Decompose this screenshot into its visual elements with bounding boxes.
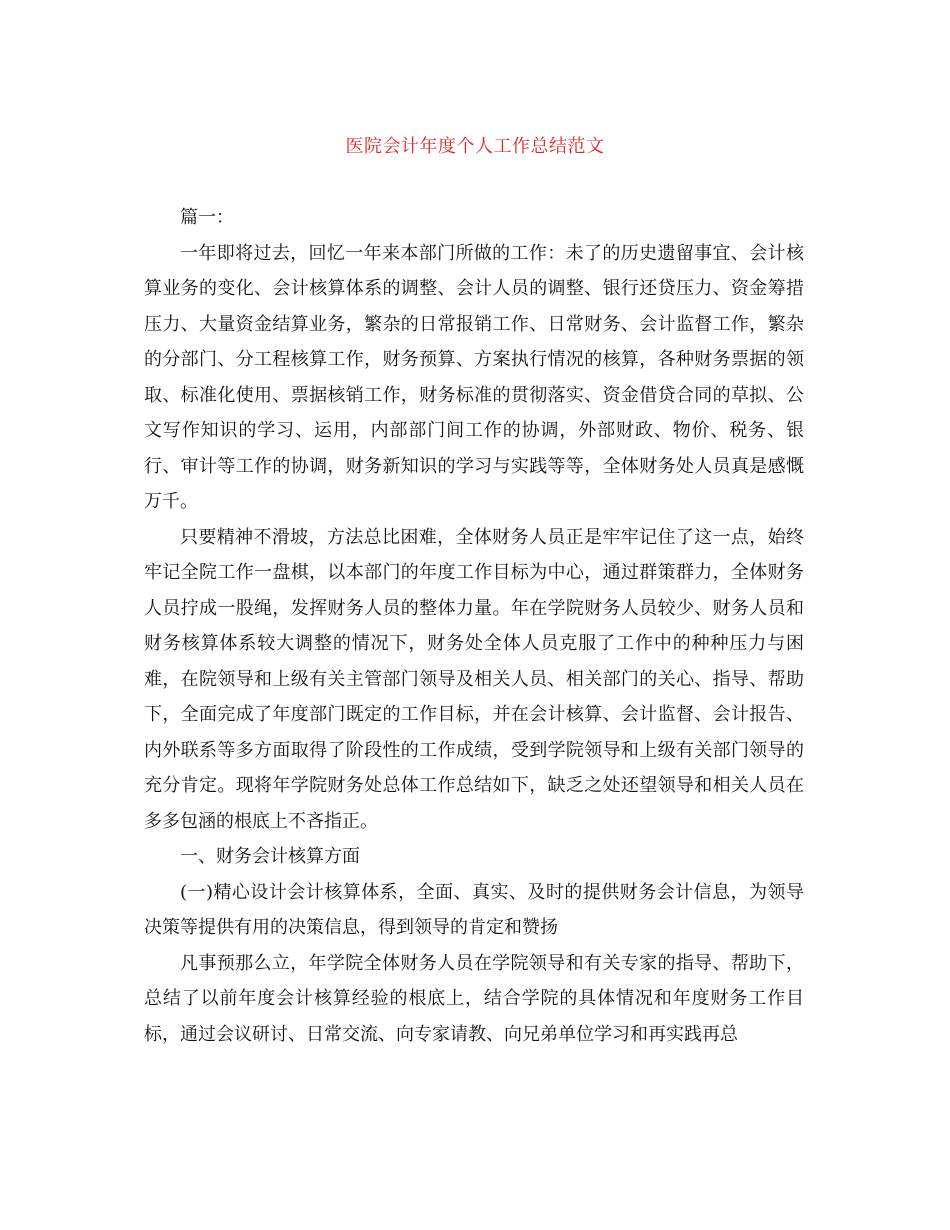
subsection-heading: (一)精心设计会计核算体系，全面、真实、及时的提供财务会计信息，为领导决策等提供有用的决策信息，得到领导的肯定和赞扬 (144, 881, 804, 938)
section-heading: 一、财务会计核算方面 (180, 846, 360, 867)
document-body (144, 200, 804, 1052)
paragraph-heading-part-one: 篇一： (180, 207, 234, 228)
paragraph: 一年即将过去，回忆一年来本部门所做的工作：未了的历史遗留事宜、会计核算业务的变化、会计核算体系的调整、会计人员的调整、银行还贷压力、资金筹措压力、大量资金结算业务，繁杂的日常报销工作、日常财务、会计监督工作，繁杂的分部门、分工程核算工作，财务预算、方案执行情况的核算，各种财务票据的领取、标准化使用、票据核销工作，财务标准的贯彻落实、资金借贷合同的草拟、公文写作知识的学习、运用，内部部门间工作的协调，外部财政、物价、税务、银行、审计等工作的协调，财务新知识的学习与实践等等，全体财务处人员真是感慨万千。 (144, 242, 804, 512)
paragraph: 只要精神不滑坡，方法总比困难，全体财务人员正是牢牢记住了这一点，始终牢记全院工作一盘棋，以本部门的年度工作目标为中心，通过群策群力，全体财务人员拧成一股绳，发挥财务人员的整体力量。年在学院财务人员较少、财务人员和财务核算体系较大调整的情况下，财务处全体人员克服了工作中的种种压力与困难，在院领导和上级有关主管部门领导及相关人员、相关部门的关心、指导、帮助下，全面完成了年度部门既定的工作目标，并在会计核算、会计监督、会计报告、内外联系等多方面取得了阶段性的工作成绩，受到学院领导和上级有关部门领导的充分肯定。现将年学院财务处总体工作总结如下，缺乏之处还望领导和相关人员在多多包涵的根底上不吝指正。 (144, 526, 804, 832)
paragraph: 凡事预那么立，年学院全体财务人员在学院领导和有关专家的指导、帮助下，总结了以前年度会计核算经验的根底上，结合学院的具体情况和年度财务工作目标，通过会议研讨、日常交流、向专家请教、向兄弟单位学习和再实践再总 (144, 952, 804, 1045)
document-title: 医院会计年度个人工作总结范文 (345, 136, 605, 157)
